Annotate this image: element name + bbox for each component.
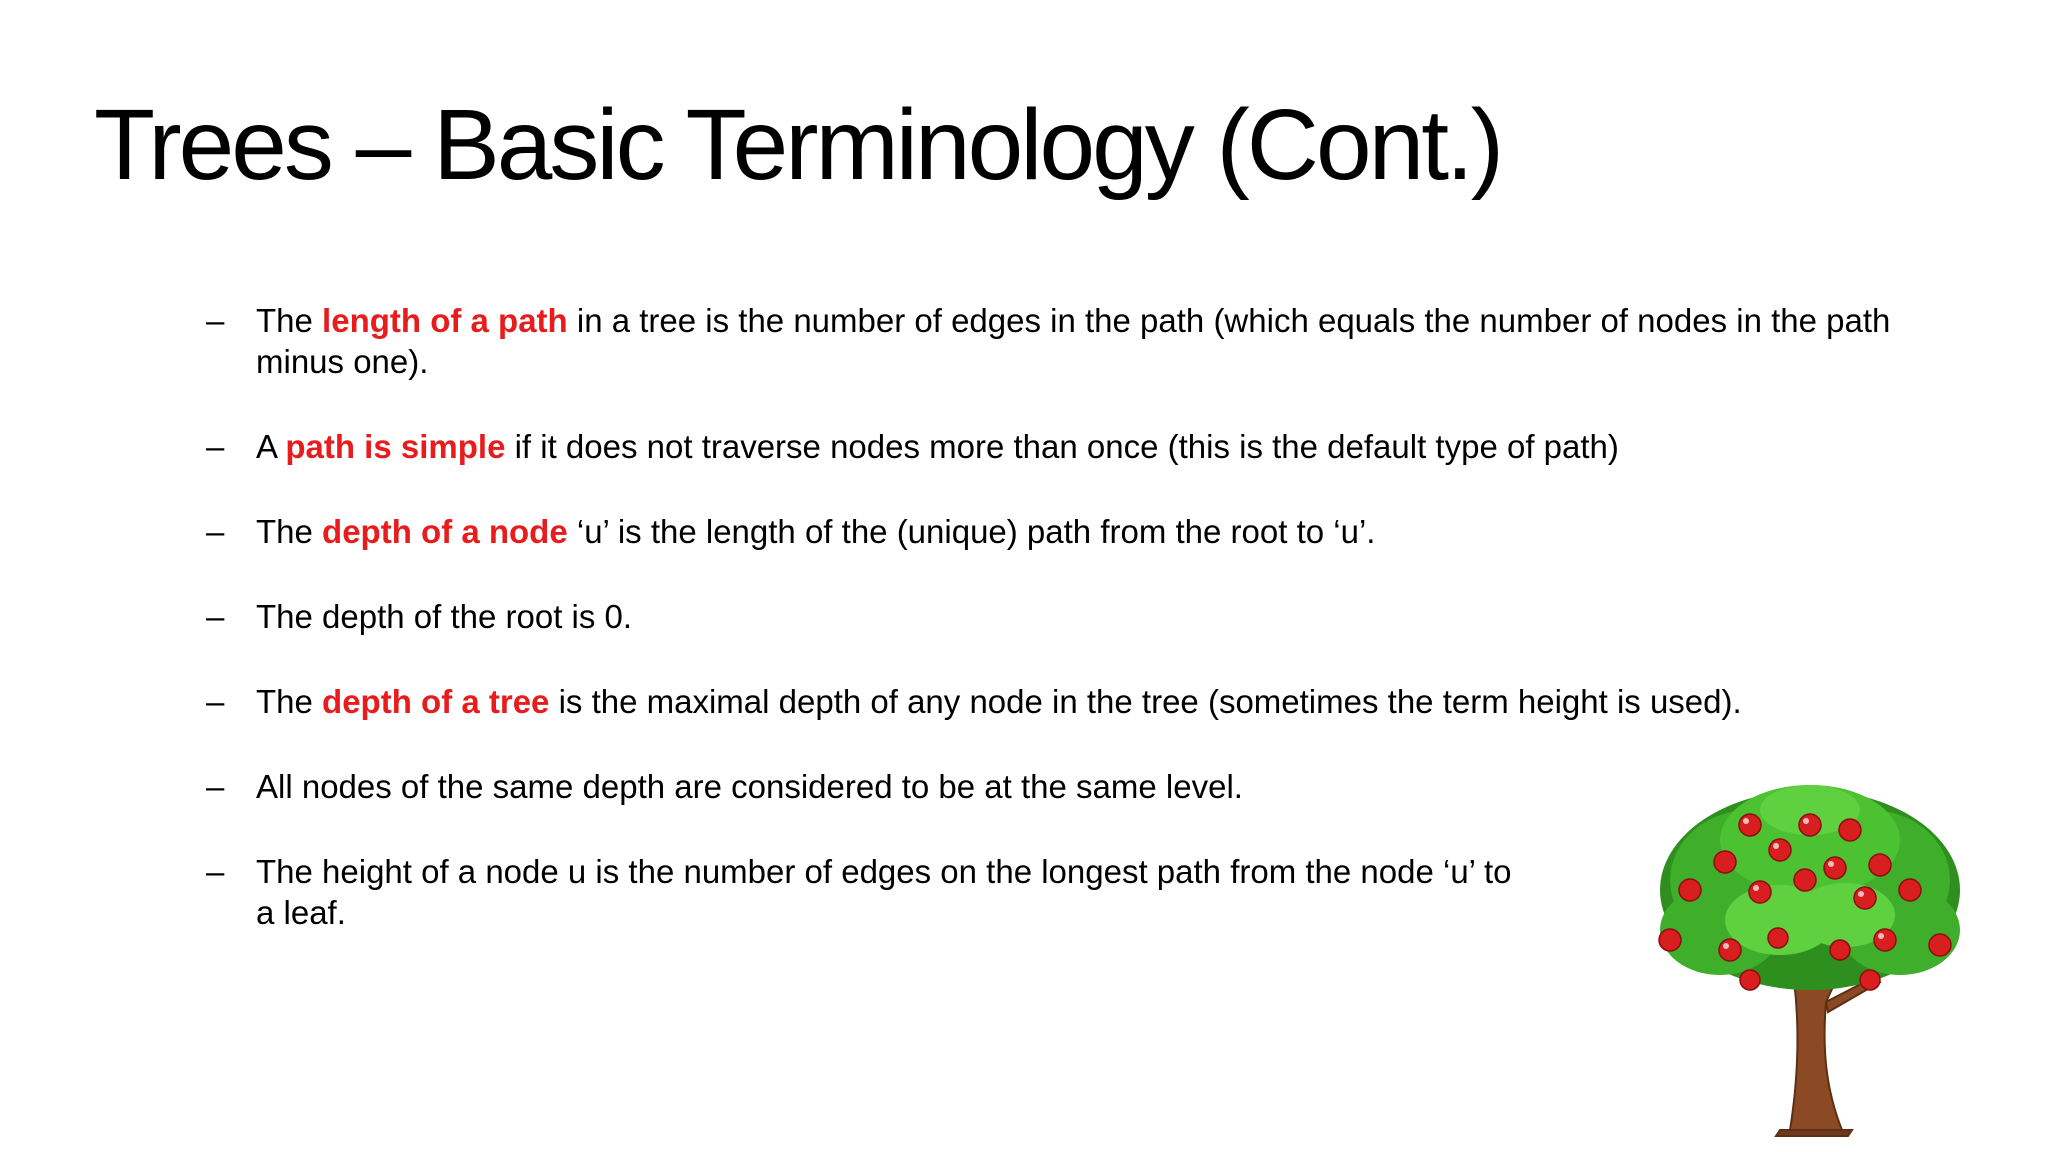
bullet-length-of-path — [206, 300, 1966, 382]
apple-tree-icon — [1630, 780, 1990, 1140]
bullet-text: The height of a node u is the number of edges on the longest path from the node ‘u’ to a leaf. — [256, 853, 1512, 931]
bullet-marker: – — [206, 853, 225, 890]
bullet-text: in a tree is the number of edges in the path (which equals the number of nodes in the path minus one). — [256, 302, 1891, 380]
bullet-text: All nodes of the same depth are considered to be at the same level. — [256, 768, 1243, 805]
bullet-height-of-node — [206, 851, 1526, 933]
bullet-depth-of-root — [206, 596, 1966, 637]
bullet-path-is-simple — [206, 426, 1966, 467]
bullet-marker: – — [206, 428, 225, 465]
bullet-text: The — [256, 513, 323, 550]
highlighted-term: depth of a node — [322, 513, 568, 550]
slide-title: Trees – Basic Terminology (Cont.) — [94, 89, 1502, 201]
bullet-depth-of-node — [206, 511, 1966, 552]
bullet-marker: – — [206, 768, 225, 805]
bullet-marker: – — [206, 302, 225, 339]
highlighted-term: length of a path — [322, 302, 568, 339]
highlighted-term: depth of a tree — [322, 683, 550, 720]
highlighted-term: path is simple — [285, 428, 506, 465]
bullet-text: The — [256, 683, 323, 720]
bullet-text: A — [256, 428, 286, 465]
bullet-text: is the maximal depth of any node in the tree (sometimes the term height is used). — [549, 683, 1742, 720]
bullet-text: ‘u’ is the length of the (unique) path from the root to ‘u’. — [567, 513, 1376, 550]
bullet-marker: – — [206, 683, 225, 720]
bullet-marker: – — [206, 513, 225, 550]
bullet-text: The — [256, 302, 323, 339]
bullet-depth-of-tree — [206, 681, 1966, 722]
bullet-text: if it does not traverse nodes more than once (this is the default type of path) — [505, 428, 1619, 465]
bullet-text: The depth of the root is 0. — [256, 598, 633, 635]
bullet-marker: – — [206, 598, 225, 635]
